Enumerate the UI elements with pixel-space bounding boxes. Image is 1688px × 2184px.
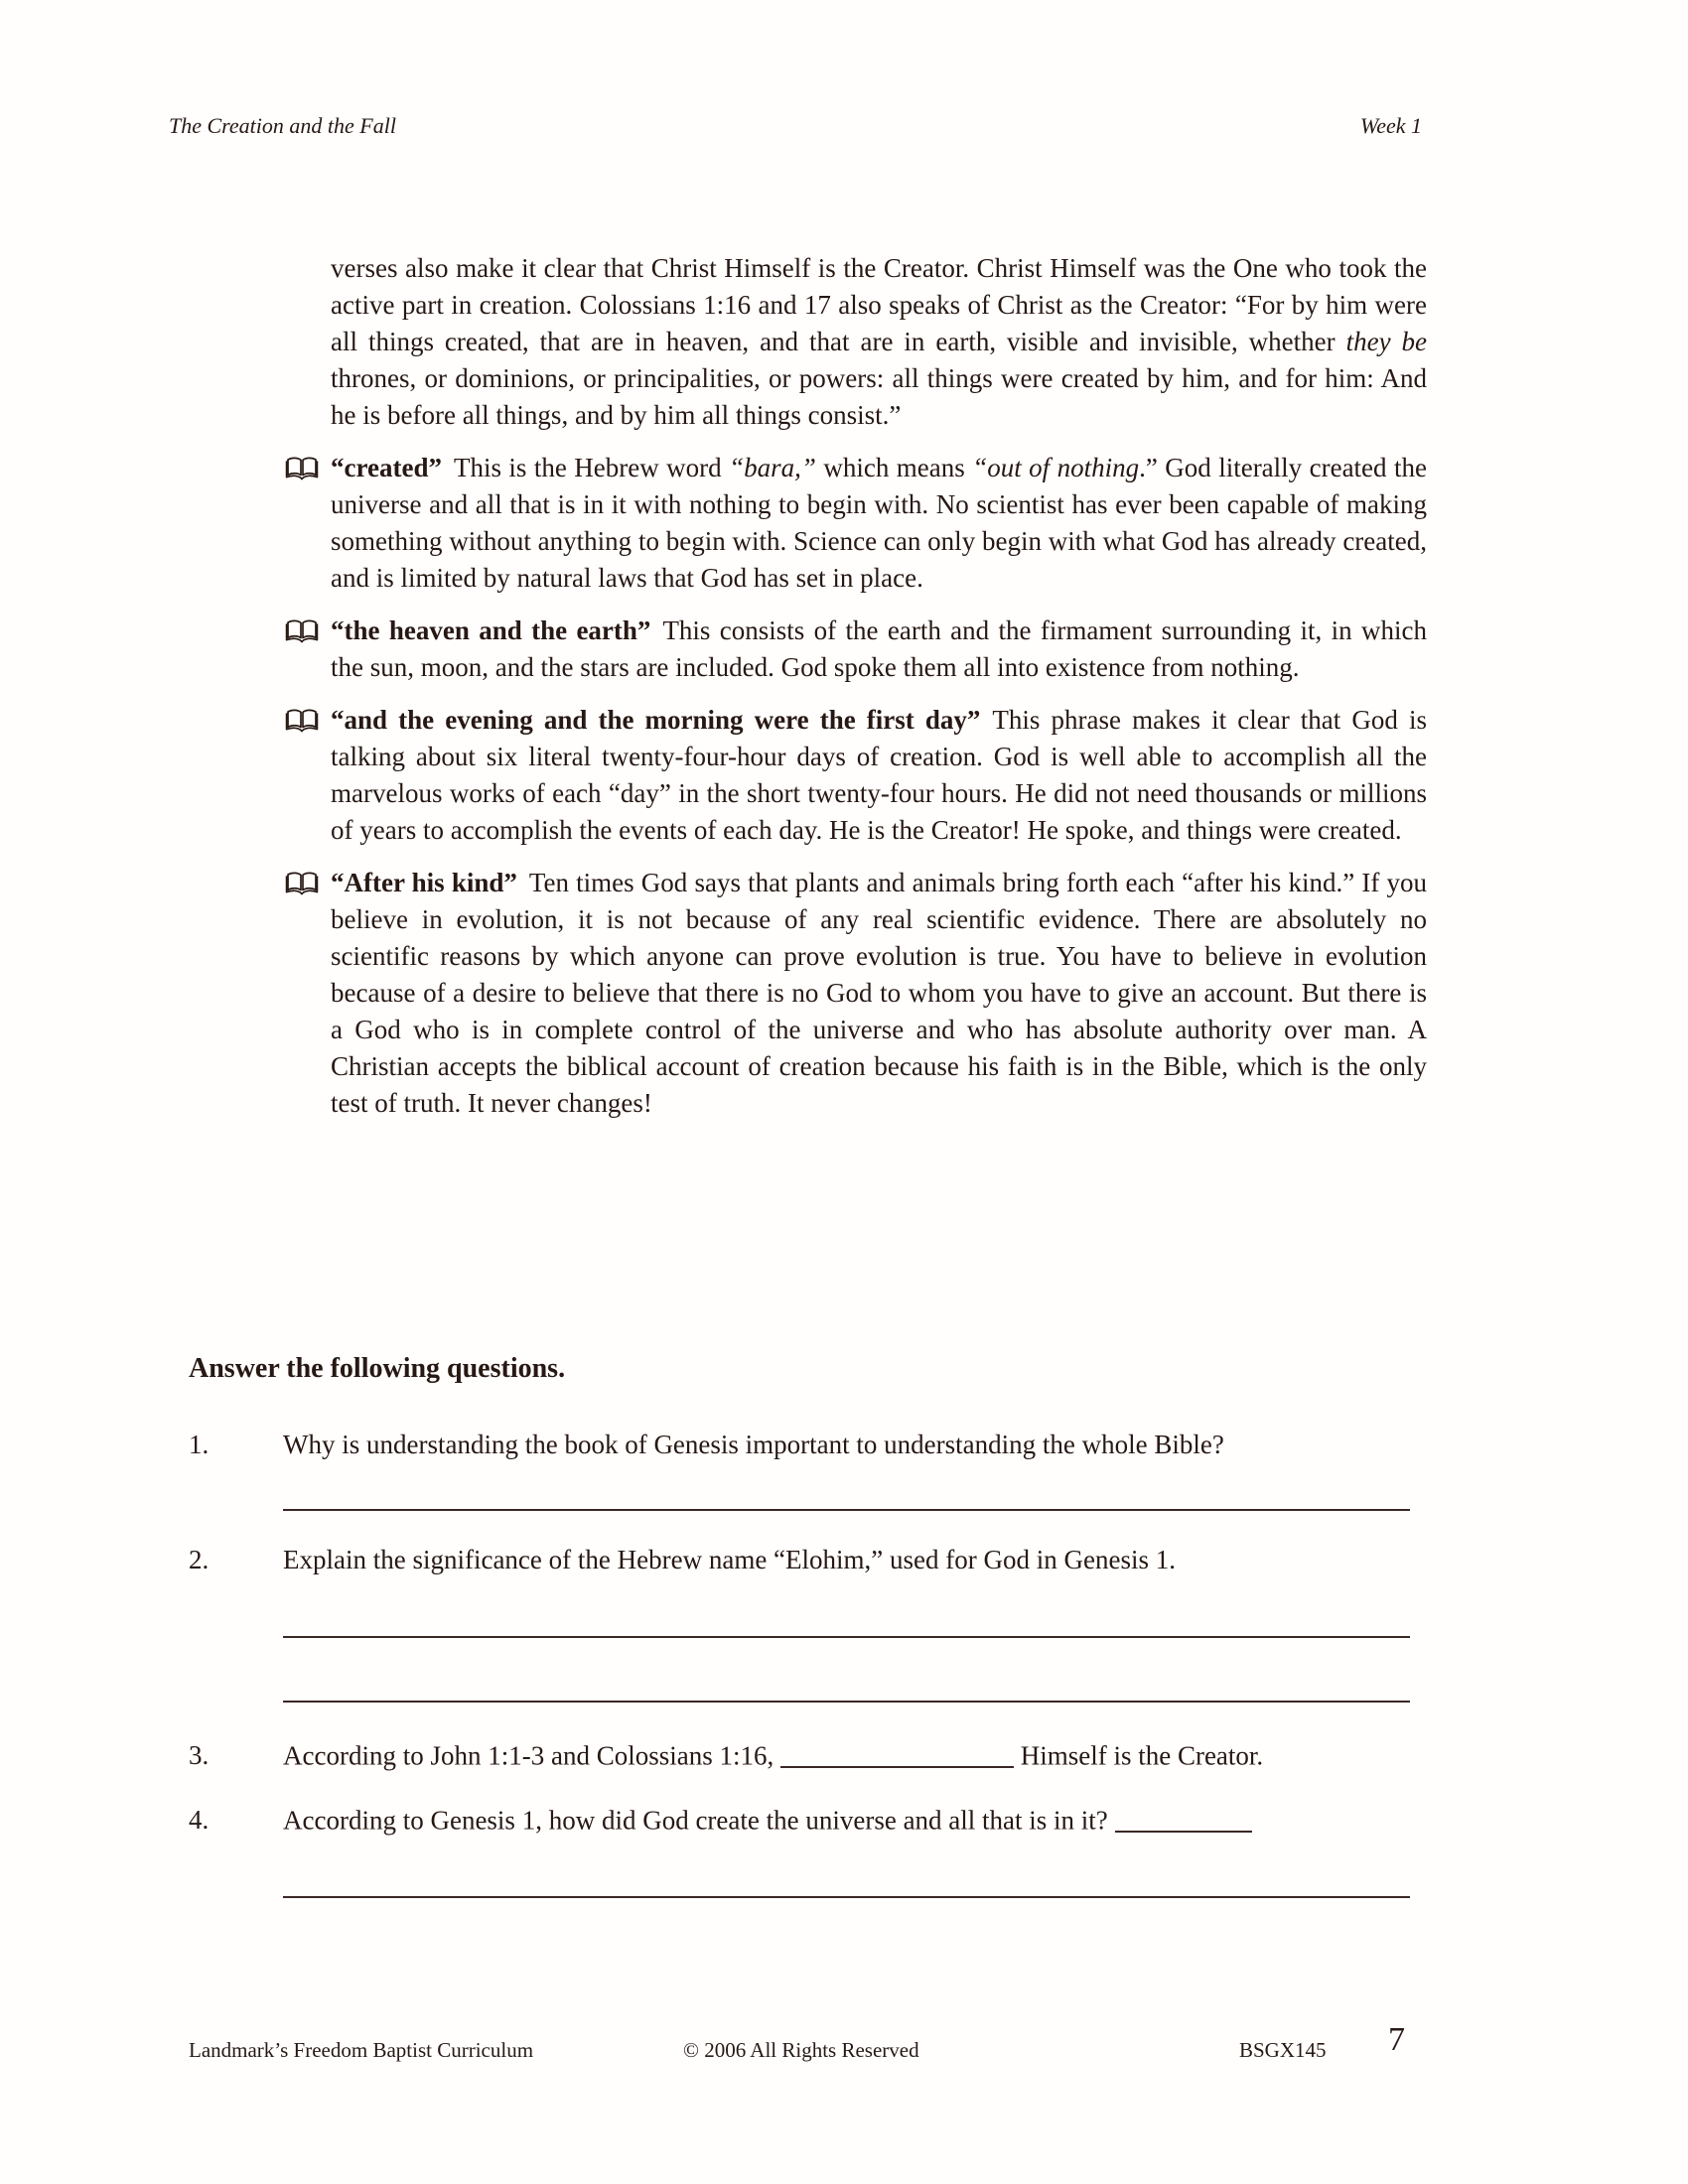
question-number: 2. <box>189 1545 210 1574</box>
text-run: This is the Hebrew word <box>453 453 730 482</box>
bullet-item <box>331 450 1427 597</box>
text-run: This consists of the earth and the firmament surrounding it, in which the sun, moon, and the stars are included. God spoke them all into existence from nothing. <box>331 615 1427 682</box>
answer-blank-inline <box>780 1740 1014 1768</box>
bullet-head: “and the evening and the morning were the first day” <box>331 705 981 735</box>
text-run: they be <box>1345 327 1427 356</box>
question-number: 4. <box>189 1805 210 1835</box>
open-book-icon <box>285 708 319 734</box>
bullet-item <box>331 865 1427 1122</box>
question-row <box>189 1427 1430 1463</box>
text-run: “bara,” <box>729 453 816 482</box>
question-row <box>189 1542 1430 1578</box>
bullet-head: “After his kind” <box>331 868 517 897</box>
answer-line <box>283 1509 1410 1511</box>
footer-copyright: © 2006 All Rights Reserved <box>683 2038 919 2062</box>
text-run: This phrase makes it clear that God is talking about six literal twenty-four-hour days of creation. God is well able to accomplish all the marvelous works of each “day” in the short twenty-four hours. He did not need thousands or millions of years to accomplish the events of each day. He is the Creator! He spoke, and things were created. <box>331 705 1427 845</box>
text-run: Ten times God says that plants and animals bring forth each “after his kind.” If you believe in evolution, it is not because of any real scientific evidence. There are absolutely no scientific reasons by which anyone can prove evolution is true. You have to believe in evolution because of a desire to believe that there is no God to whom you have to give an account. But there is a God who is in complete control of the universe and who has absolute authority over man. A Christian accepts the biblical account of creation because his faith is in the Bible, which is the only test of truth. It never changes! <box>331 868 1427 1118</box>
text-run: .” God literally created the universe and all that is in it with nothing to begin with. No scientist has ever been capable of making something without anything to begin with. Science can only begin with what God has already created, and is limited by natural laws that God has set in place. <box>331 453 1427 593</box>
question-row <box>189 1802 1430 1840</box>
answer-line <box>283 1701 1410 1703</box>
text-run: According to John 1:1-3 and Colossians 1:16, <box>283 1740 780 1771</box>
text-run: which means <box>815 453 973 482</box>
continuation-paragraph <box>331 250 1427 434</box>
question-text <box>283 1542 1430 1578</box>
text-run: “out of nothing <box>972 453 1140 482</box>
text-run: verses also make it clear that Christ Himself is the Creator. Christ Himself was the One who took the active part in creation. Colossians 1:16 and 17 also speaks of Christ as the Creator: “For by him were all things created, that are in heaven, and that are in earth, visible and invisible, whether <box>331 253 1427 356</box>
header-title: The Creation and the Fall <box>169 113 396 138</box>
text-run: Explain the significance of the Hebrew name “Elohim,” used for God in Genesis 1. <box>283 1545 1176 1574</box>
bullet-item <box>331 613 1427 686</box>
question-text <box>283 1802 1430 1840</box>
bullet-head: “created” <box>331 453 442 482</box>
bullet-text <box>331 868 1427 1118</box>
answer-line <box>283 1636 1410 1638</box>
open-book-icon <box>285 456 319 481</box>
text-run: According to Genesis 1, how did God create the universe and all that is in it? <box>283 1805 1115 1836</box>
bullet-text <box>331 453 1427 593</box>
bullet-list <box>288 450 1427 1122</box>
footer-page-number: 7 <box>1388 2021 1405 2058</box>
footer-curriculum: Landmark’s Freedom Baptist Curriculum <box>189 2038 534 2062</box>
open-book-icon <box>285 871 319 896</box>
text-run: thrones, or dominions, or principalities, or powers: all things were created by him, and for him: And he is before all things, and by him all things consist.” <box>331 363 1427 430</box>
text-run: Why is understanding the book of Genesis important to understanding the whole Bible? <box>283 1430 1224 1459</box>
questions-heading: Answer the following questions. <box>189 1353 566 1384</box>
question-row <box>189 1737 1430 1775</box>
question-text <box>283 1737 1430 1775</box>
answer-blank-inline <box>1115 1805 1252 1833</box>
bullet-head: “the heaven and the earth” <box>331 615 651 645</box>
question-text <box>283 1427 1430 1463</box>
answer-line <box>283 1896 1410 1898</box>
text-run: Himself is the Creator. <box>1013 1740 1264 1771</box>
page-header <box>169 113 1422 139</box>
footer-code: BSGX145 <box>1239 2038 1327 2062</box>
question-number: 3. <box>189 1740 210 1770</box>
bullet-item <box>331 702 1427 849</box>
lesson-content <box>288 250 1427 1138</box>
page-footer <box>0 2021 1688 2093</box>
open-book-icon <box>285 618 319 644</box>
header-week-label: Week 1 <box>1359 113 1422 138</box>
question-number: 1. <box>189 1430 210 1459</box>
